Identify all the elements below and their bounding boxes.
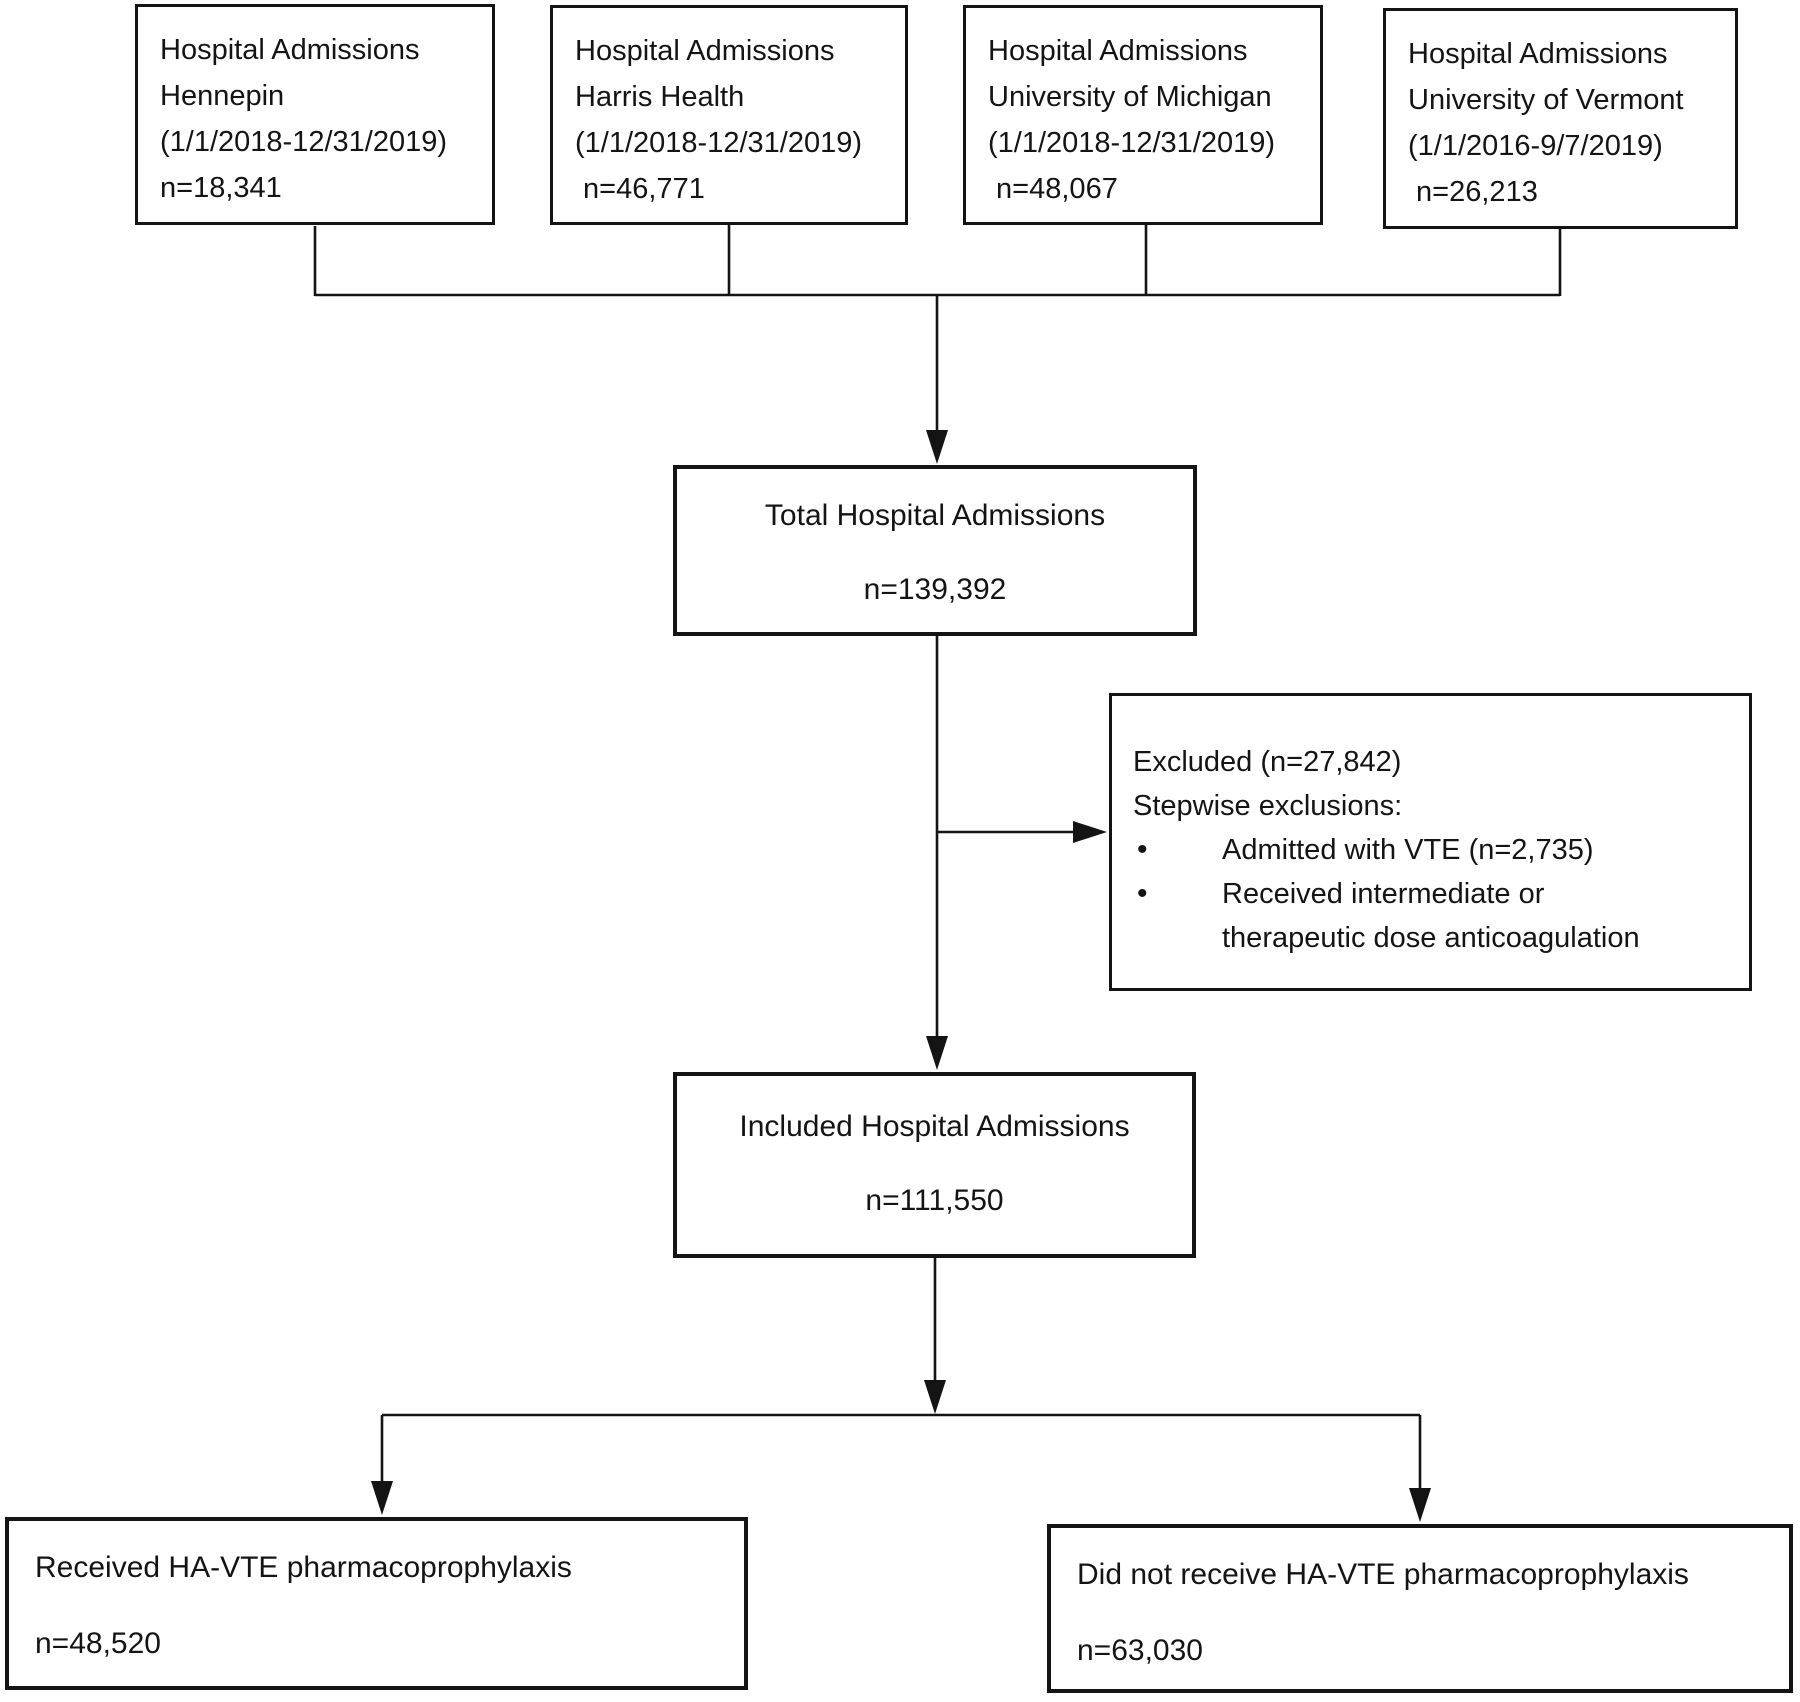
- box-count: n=139,392: [863, 573, 1007, 606]
- box-line: University of Michigan: [988, 81, 1272, 113]
- box-line: Hospital Admissions: [988, 35, 1248, 67]
- box-count: n=18,341: [160, 172, 282, 204]
- box-count: n=63,030: [1077, 1634, 1203, 1667]
- arrow-to-included-head: [926, 1036, 948, 1070]
- excluded-bullet-text: Received intermediate or therapeutic dose anticoagulation: [1222, 878, 1640, 954]
- box-title: Received HA-VTE pharmacoprophylaxis: [35, 1551, 572, 1584]
- box-count: n=26,213: [1408, 176, 1538, 208]
- box-title: Total Hospital Admissions: [764, 499, 1106, 532]
- split-rail-line: [382, 1415, 1420, 1506]
- source-box-hennepin: [135, 4, 495, 225]
- arrow-to-split-head: [924, 1380, 946, 1414]
- box-line: (1/1/2018-12/31/2019): [988, 127, 1275, 159]
- box-line: Hospital Admissions: [1408, 38, 1668, 70]
- box-count: n=111,550: [865, 1184, 1004, 1217]
- box-count: n=46,771: [575, 173, 705, 205]
- received-prophylaxis-box: [5, 1517, 748, 1690]
- source-stub-lines: [315, 225, 1560, 296]
- arrow-to-received-head: [371, 1481, 393, 1515]
- box-line: University of Vermont: [1408, 84, 1684, 116]
- bullet-icon: •: [1137, 833, 1148, 866]
- box-line: (1/1/2016-9/7/2019): [1408, 130, 1663, 162]
- excluded-count-line: Excluded (n=27,842): [1133, 746, 1402, 778]
- arrow-to-total-head: [926, 430, 948, 464]
- total-admissions-box: [673, 465, 1197, 636]
- box-count: n=48,067: [988, 173, 1118, 205]
- excluded-box: [1109, 693, 1752, 991]
- box-line: Harris Health: [575, 81, 745, 113]
- box-line: Hospital Admissions: [575, 35, 835, 67]
- source-box-harris-health: [550, 5, 908, 225]
- box-count: n=48,520: [35, 1627, 161, 1660]
- arrow-to-not-received-head: [1409, 1488, 1431, 1522]
- box-line: (1/1/2018-12/31/2019): [160, 126, 447, 158]
- excluded-bullet-text: Admitted with VTE (n=2,735): [1222, 834, 1594, 866]
- not-received-prophylaxis-box: [1047, 1524, 1793, 1693]
- excluded-bullet-item: [1133, 828, 1729, 872]
- box-title: Did not receive HA-VTE pharmacoprophylaxis: [1077, 1558, 1689, 1591]
- included-admissions-box: [673, 1072, 1196, 1258]
- excluded-subtitle: Stepwise exclusions:: [1133, 790, 1403, 822]
- source-box-university-of-michigan: [963, 5, 1323, 225]
- source-box-university-of-vermont: [1383, 8, 1738, 229]
- box-title: Included Hospital Admissions: [739, 1110, 1130, 1143]
- bullet-icon: •: [1137, 877, 1148, 910]
- box-line: Hospital Admissions: [160, 34, 420, 66]
- arrow-to-excluded-head: [1073, 821, 1107, 843]
- box-line: (1/1/2018-12/31/2019): [575, 127, 862, 159]
- excluded-bullet-item: [1133, 872, 1729, 960]
- box-line: Hennepin: [160, 80, 285, 112]
